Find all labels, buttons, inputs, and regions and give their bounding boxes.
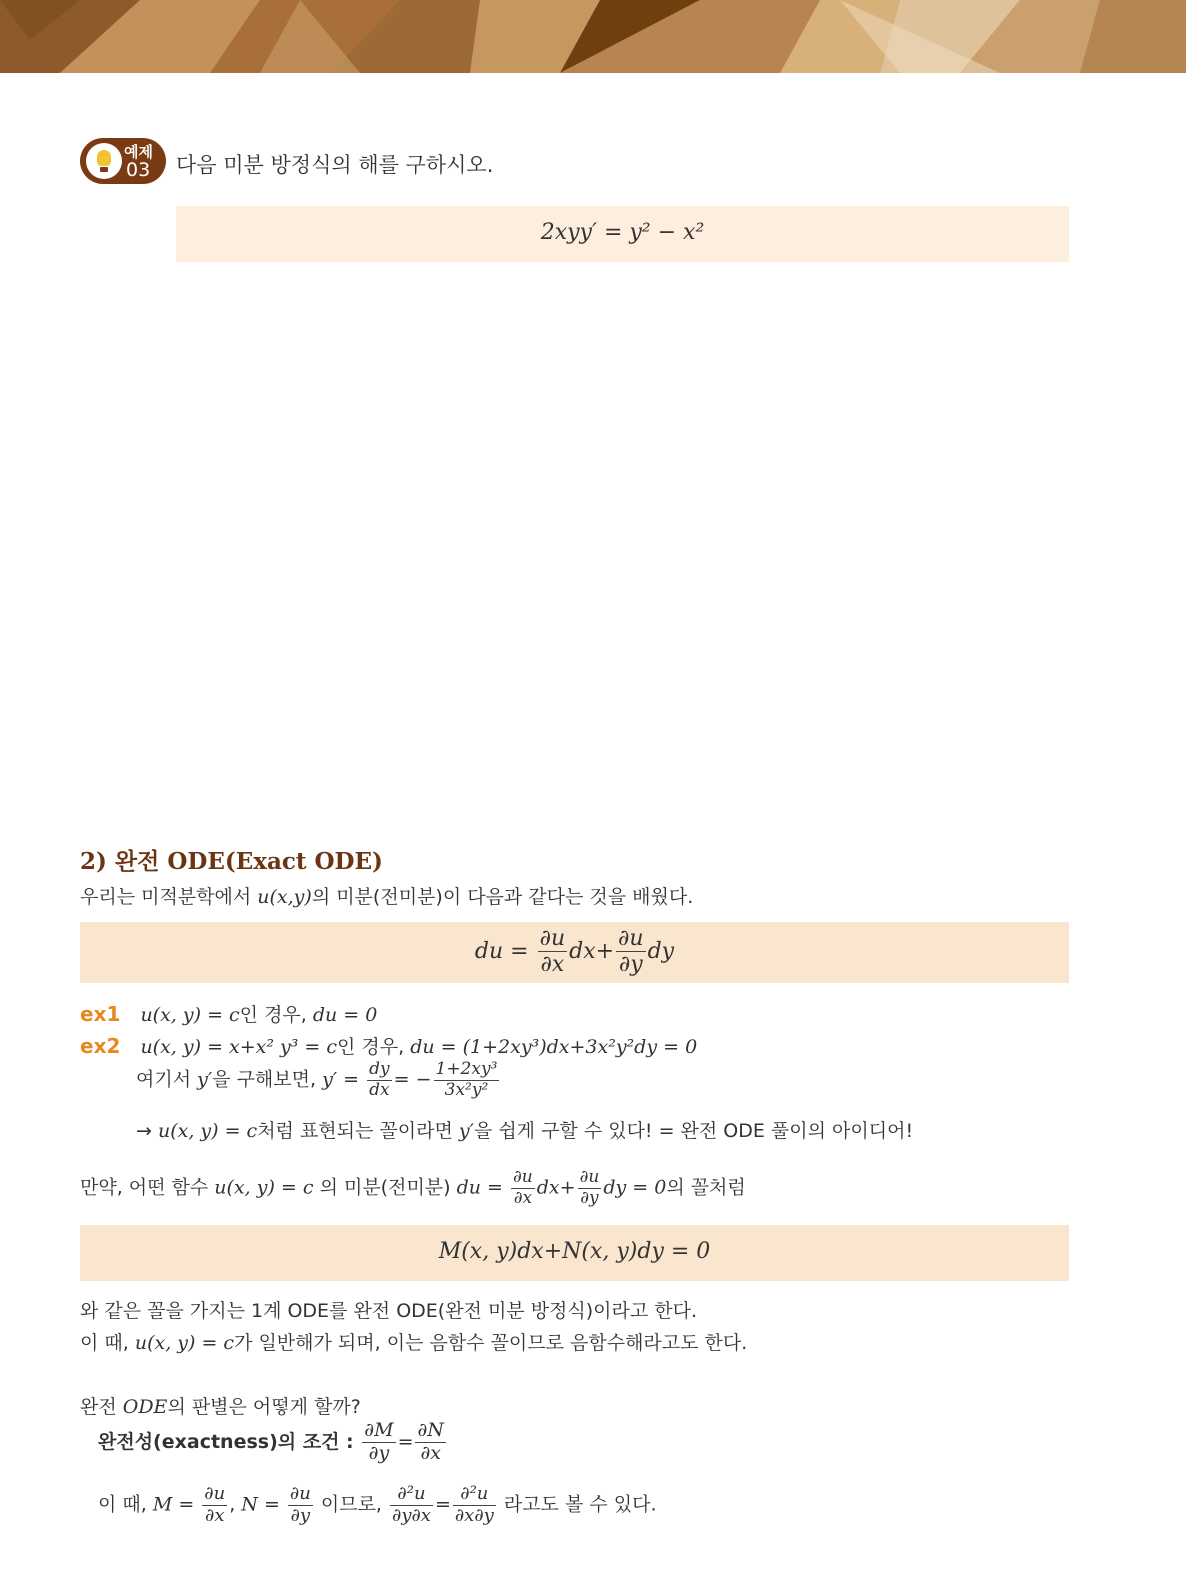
example-equation: 2xyy′ = y² − x²	[540, 220, 705, 245]
total-differential-box	[80, 922, 1069, 983]
lightbulb-icon	[86, 143, 122, 179]
idea-line: → u(x, y) = c처럼 표현되는 꼴이라면 y′을 쉽게 구할 수 있다! = 완전 ODE 풀이의 아이디어!	[136, 1120, 914, 1142]
ex1-line: ex1 u(x, y) = c인 경우, du = 0	[80, 1002, 378, 1026]
badge-number: 03	[126, 159, 151, 181]
if-line: 만약, 어떤 함수 u(x, y) = c 의 미분(전미분) du = $\frac{\partial u}{\partial x}$ dx+ $\frac{\partial u}{\partial y}$ dy = 0의 꼴처럼	[80, 1167, 746, 1208]
ex2-solve-line: 여기서 y′을 구해보면, y′ = $\frac{dy}{dx}$ = − $\frac{\text{1+2xy³}}{\text{3x²y²}}$	[136, 1059, 498, 1100]
question-line: 완전 ODE의 판별은 어떻게 할까?	[80, 1396, 361, 1418]
exact-form: M(x, y)dx+N(x, y)dy = 0	[438, 1239, 711, 1264]
exactness-condition: 완전성(exactness)의 조건 : $\frac{\partial M}{\partial y}$ = $\frac{\partial N}{\partial x}$	[98, 1419, 444, 1464]
definition-line-2: 이 때, u(x, y) = c가 일반해가 되며, 이는 음함수 꼴이므로 음함수해라고도 한다.	[80, 1332, 748, 1354]
example-prompt: 다음 미분 방정식의 해를 구하시오.	[176, 153, 494, 177]
example-equation-box	[176, 206, 1069, 262]
section-title: 2) 완전 ODE(Exact ODE)	[80, 848, 383, 875]
ex2-label: ex2	[80, 1034, 121, 1058]
last-line: 이 때, M = $\frac{\partial u}{\partial x}$ , N = $\frac{\partial u}{\partial y}$ 이므로, $\frac{\text{∂²u}}{\partial y\partial x}$ = $\frac{\text{∂²u}}{\partial x\partial y}$ 라고도 볼 수 있다.	[98, 1483, 657, 1526]
intro-text: 우리는 미적분학에서 u(x,y)의 미분(전미분)이 다음과 같다는 것을 배웠다.	[80, 886, 694, 908]
total-differential: du = $\frac{\partial u}{\partial x}$ dx+ $\frac{\partial u}{\partial y}$ dy	[474, 926, 675, 978]
ex2-line: ex2 u(x, y) = x+x² y³ = c인 경우, du = (1+2xy³)dx+3x²y²dy = 0	[80, 1034, 698, 1058]
exact-form-box	[80, 1225, 1069, 1281]
ex1-label: ex1	[80, 1002, 121, 1026]
definition-line-1: 와 같은 꼴을 가지는 1계 ODE를 완전 ODE(완전 미분 방정식)이라고 한다.	[80, 1300, 698, 1322]
header-banner	[0, 0, 1186, 73]
example-badge	[80, 138, 166, 184]
badge-word: 예제	[124, 143, 153, 161]
